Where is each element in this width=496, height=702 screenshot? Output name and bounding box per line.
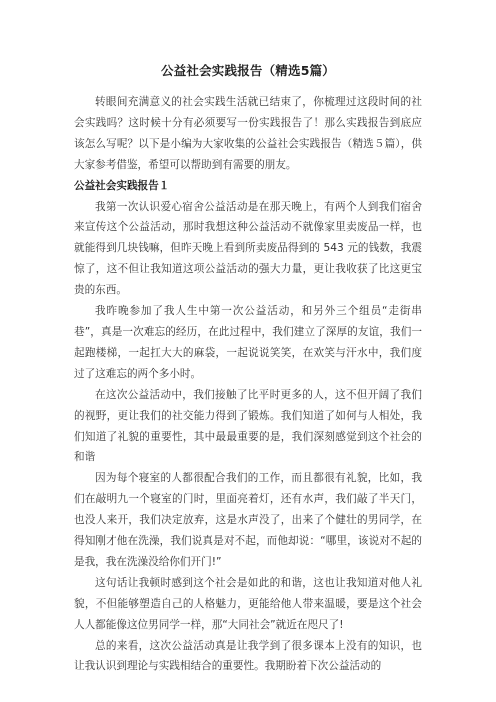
intro-paragraph: 转眼间充满意义的社会实践生活就已结束了，你梳理过这段时间的社会实践吗？这时候十分有必须要写一份实践报告了！那么实践报告到底应该怎么写呢？以下是小编为大家收集的公益社会实践报告（精选５篇），供大家参考借鉴，希望可以帮助到有需要的朋友。	[74, 96, 422, 171]
body-paragraph: 我昨晚参加了我人生中第一次公益活动，和另外三个组员“走街串巷”，真是一次难忘的经历，在此过程中，我们建立了深厚的友谊，我们一起跑楼梯，一起扛大大的麻袋，一起说说笑笑，在欢笑与汗水中，我们度过了这难忘的两个多小时。	[74, 305, 422, 380]
body-paragraph: 这句话让我顿时感到这个社会是如此的和谐，这也让我知道对他人礼貌，不但能够塑造自己的人格魅力，更能给他人带来温暖，要是这个社会人人都能像这位男同学一样，那“大同社会”就近在咫尺了!	[74, 576, 422, 631]
document-title: 公益社会实践报告（精选5篇）	[161, 63, 335, 78]
document-page	[74, 62, 422, 677]
body-paragraph: 总的来看，这次公益活动真是让我学到了很多课本上没有的知识，也让我认识到理论与实践相结合的重要性。我期盼着下次公益活动的	[74, 639, 422, 673]
section-heading: 公益社会实践报告１	[74, 179, 170, 192]
body-paragraph: 在这次公益活动中，我们接触了比平时更多的人，这不但开阔了我们的视野，更让我们的社交能力得到了锻炼。我们知道了如何与人相处，我们知道了礼貌的重要性，其中最最重要的是，我们深刻感觉到这个社会的和谐	[74, 388, 422, 464]
body-paragraph: 因为每个寝室的人都很配合我们的工作，而且都很有礼貌，比如，我们在敲明九一个寝室的门时，里面亮着灯，还有水声，我们敲了半天门，也没人来开，我们决定放弃，这是水声没了，出来了个健壮的男同学，在得知刚才他在洗澡，我们说真是对不起，而他却说：“哪里，该说对不起的是我，我在洗澡没给你们开门!”	[74, 472, 422, 568]
body-paragraph: 我第一次认识爱心宿舍公益活动是在那天晚上，有两个人到我们宿舍来宣传这个公益活动，那时我想这种公益活动不就像家里卖废品一样，也就能得到几块钱嘛，但昨天晚上看到所卖废品得到的 543 元的钱数，我震惊了，这不但让我知道这项公益活动的强大力量，更让我收获了比这更宝贵的东西。	[74, 200, 422, 297]
